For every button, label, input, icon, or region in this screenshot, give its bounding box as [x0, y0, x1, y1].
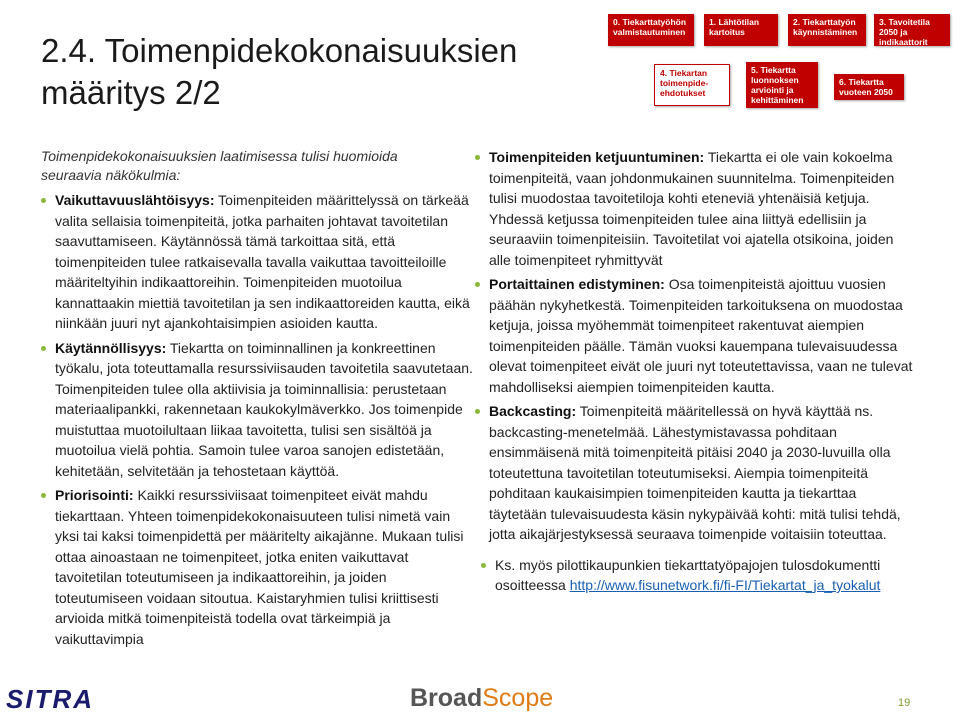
bullet-icon [481, 563, 486, 568]
list-item [475, 401, 915, 545]
item-lead: Käytännöllisyys: [55, 339, 167, 356]
right-column [475, 147, 915, 600]
broadscope-logo-part: Scope [482, 684, 554, 712]
bullet-icon [41, 493, 46, 498]
list-item [41, 190, 476, 334]
item-text: Tiekartta on toiminnallinen ja konkreettinen työkalu, jota toteuttamalla resurssiviisauden tavoitetila saavutetaan. Toimenpiteiden tulee olla aktiivisia ja toiminnallisia: perustetaan materiaalipankki, rakennetaan kaukokylmäverkko. Jos toimenpide muistuttaa muotoilultaan liikaa tavoitetta, tulisi sen sisältöä ja muotoilua vielä pohtia. Samoin tulee varoa sanojen edistetään, kehitetään, selvitetään ja tehostetaan käyttöä. [55, 339, 473, 479]
bullet-icon [475, 409, 480, 414]
item-lead: Toimenpiteiden ketjuuntuminen: [489, 149, 705, 165]
item-lead: Vaikuttavuuslähtöisyys: [55, 192, 215, 208]
fisunetwork-link[interactable]: http://www.fisunetwork.fi/fi-FI/Tiekartat_ja_tyokalut [569, 577, 881, 593]
list-item [475, 274, 915, 397]
list-item [41, 338, 476, 482]
intro-text: Toimenpidekokonaisuuksien laatimisessa tulisi huomioida seuraavia näkökulmia: [41, 148, 398, 183]
process-diagram [600, 6, 955, 110]
item-text: Kaikki resurssiviisaat toimenpiteet eivät mahdu tiekarttaan. Yhteen toimenpidekokonaisuuteen tulisi nimetä vain yksi tai kaksi toimenpidettä per määritelty aikajänne. Mukaan tulisi ottaa ainoastaan ne toimenpiteet, jotka eniten vaikuttavat tavoitetilan toteutumiseen ja indikaattoreihin, ja joiden toteutumiseen voidaan sitoutua. Kaistaryhmien tulisi kriittisesti arvioida mitkä toimenpiteistä todella ovat tärkeimpiä ja vaikuttavimpia [55, 487, 464, 647]
item-lead: Backcasting: [489, 403, 577, 419]
diagram-step-0: 0. Tiekarttatyöhön valmistautuminen [608, 14, 694, 46]
diagram-step-1: 1. Lähtötilan kartoitus [704, 14, 778, 46]
bullet-icon [41, 198, 46, 203]
item-text: Toimenpiteitä määritellessä on hyvä käyttää ns. backcasting-menetelmää. Lähestymistavassa pohditaan ensimmäisenä mitä toimenpiteitä pitäisi 2040 ja 2030-luvuilla olla toteutettuna tavoitetilan toteutumiseksi. Aiempia toimenpiteitä pohditaan kaukaisimpien toimenpiteiden kautta ja tiekarttaa täytetään tulevaisuudesta käsin nykypäivää kohti: mitä tulisi tehdä, jotta aikajärjestyksessä seuraava toimenpide voitaisiin toteuttaa. [489, 403, 901, 542]
item-text: Toimenpiteiden määrittelyssä on tärkeää valita sellaisia toimenpiteitä, jotka parhaiten johtavat tavoitetilan saavuttamiseen. Käytännössä tämä tarkoittaa sitä, että toimenpiteiden tulee ratkaisevalla tavalla vaikuttaa tavoitteiloille määriteltyihin indikaattoreihin. Toimenpiteiden muotoilua kannattaakin miettiä tavoitetilan ja sen indikaattoreiden kautta, eikä niinkään juuri nyt ajankohtaisimpien asioiden kautta. [55, 192, 470, 331]
bullet-icon [475, 155, 480, 160]
sub-note-text: Ks. myös pilottikaupunkien tiekarttatyöpajojen tulosdokumentti osoitteessa [495, 556, 881, 593]
item-lead: Priorisointi: [55, 487, 134, 503]
broadscope-logo [410, 684, 553, 713]
bullet-icon [475, 282, 480, 287]
sitra-logo: SITRA [6, 684, 94, 714]
diagram-step-2: 2. Tiekarttatyön käynnistäminen [788, 14, 866, 46]
item-text: Osa toimenpiteistä ajoittuu vuosien päähän nykyhetkestä. Toimenpiteiden tarkoituksena on muodostaa ketjuja, joissa myöhemmät toimenpiteet rakentuvat aiempien toimenpiteiden päälle. Tämän vuoksi kauempana tulevaisuudessa olevat toimenpiteet eivät ole juuri nyt toteutettavissa, vaan ne tulevat mahdolliseksi aiempien toimenpiteiden kautta. [489, 276, 913, 395]
list-item [41, 485, 476, 649]
page-title: 2.4. Toimenpidekokonaisuuksien määritys 2/2 [41, 32, 518, 111]
bullet-icon [41, 346, 46, 351]
page-number: 19 [898, 697, 911, 709]
diagram-step-3: 3. Tavoitetila 2050 ja indikaattorit [874, 14, 950, 46]
item-text: Tiekartta ei ole vain kokoelma toimenpiteitä, vaan johdonmukainen suunnitelma. Toimenpiteiden tulisi muodostaa tavoitetiloja kohti eteneviä yhtenäisiä ketjuja. Yhdessä ketjussa toimenpiteiden tulee aina liittyä edellisiin ja seuraaviin toimenpiteisiin. Tavoitetilat voi ajatella otsikoina, joiden alle toimenpiteet ryhmittyvät [489, 149, 895, 268]
sub-note [475, 555, 915, 596]
diagram-step-6: 6. Tiekartta vuoteen 2050 [834, 74, 904, 100]
left-column [41, 190, 476, 653]
broadscope-logo-part: Broad [410, 684, 483, 712]
list-item [475, 147, 915, 270]
diagram-step-4: 4. Tiekartan toimenpide-ehdotukset [654, 64, 730, 106]
diagram-step-5: 5. Tiekartta luonnoksen arviointi ja kehittäminen [746, 62, 818, 108]
item-lead: Portaittainen edistyminen: [489, 276, 665, 292]
